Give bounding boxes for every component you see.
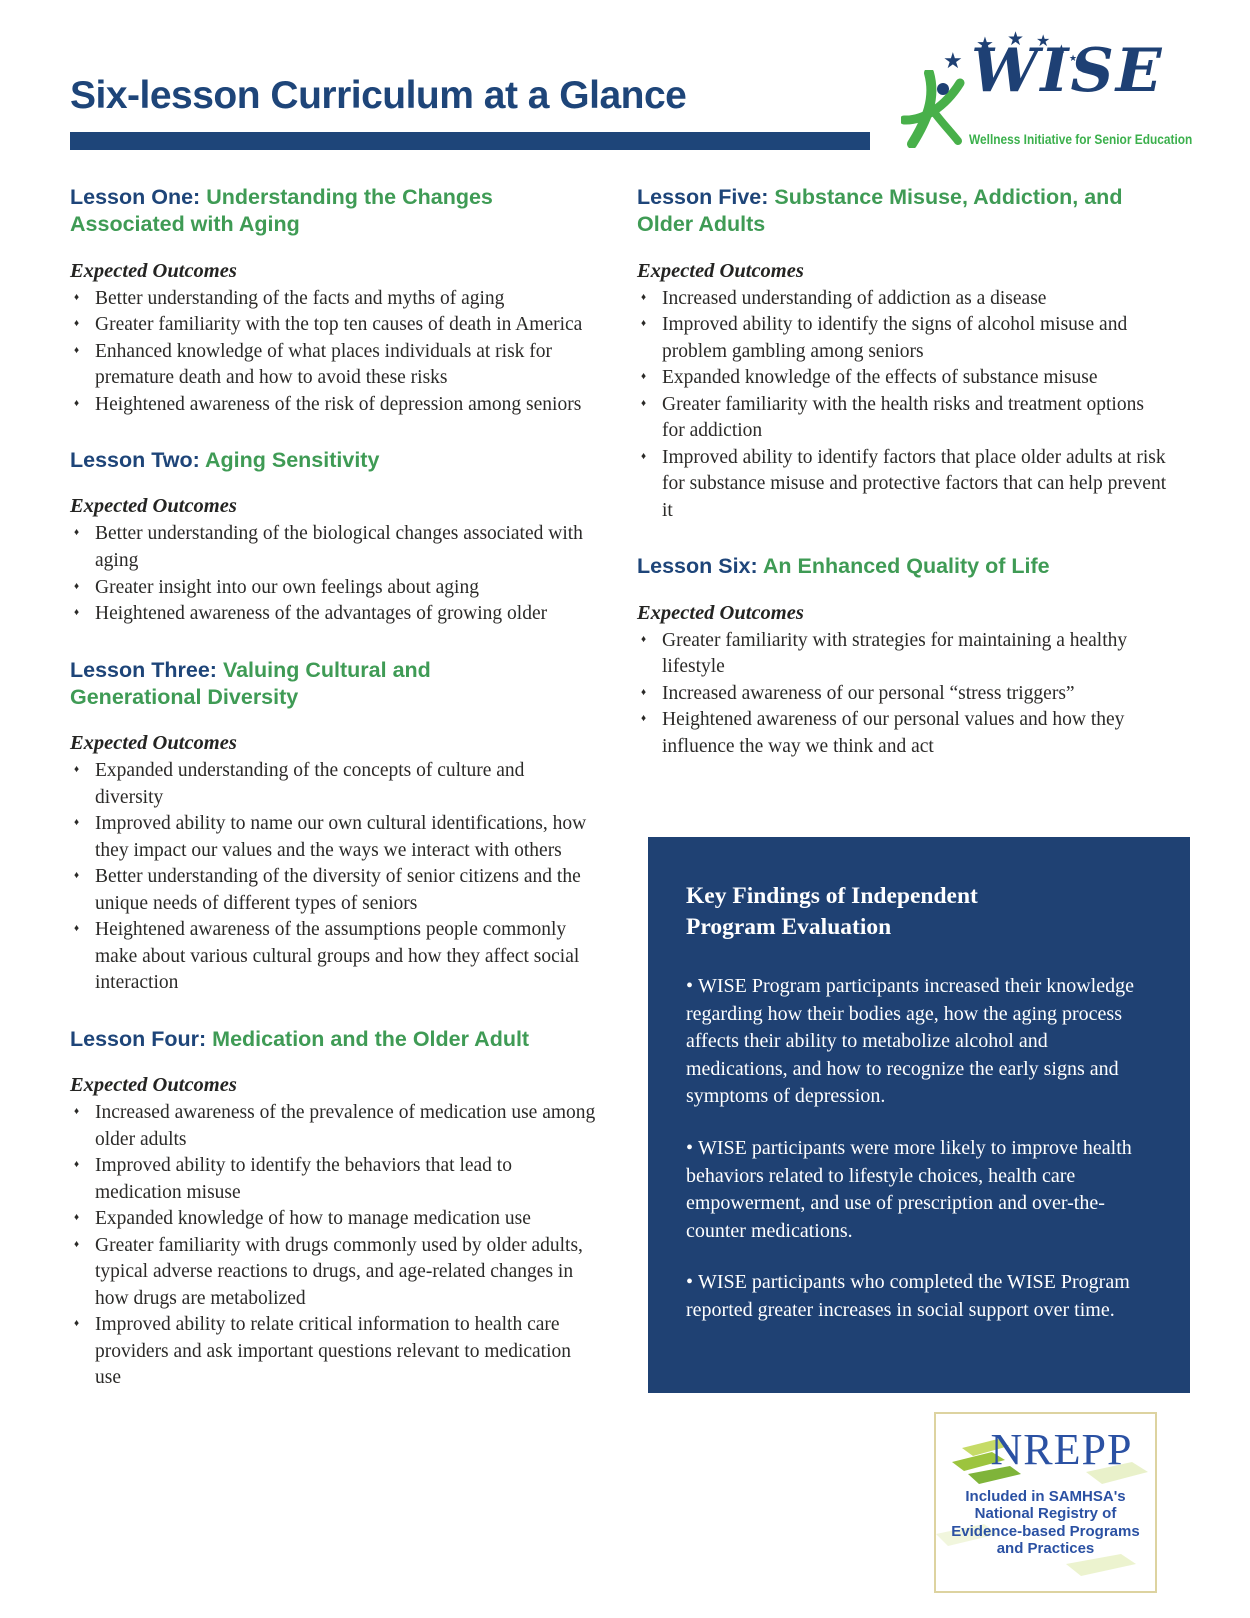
lesson-heading: [637, 553, 1167, 580]
wise-wordmark: WISE: [971, 36, 1164, 106]
lesson-title: Medication and the Older Adult: [212, 1026, 530, 1051]
outcomes-list: [637, 286, 1167, 525]
lesson-prefix: Lesson Four:: [70, 1026, 207, 1051]
expected-outcomes-heading: Expected Outcomes: [70, 732, 237, 755]
lesson-one-section: [70, 184, 597, 418]
key-findings-heading: Key Findings of Independent Program Evaluation: [686, 883, 978, 941]
lesson-heading: [70, 184, 597, 239]
wise-tagline: Wellness Initiative for Senior Education: [969, 131, 1193, 147]
left-column: [70, 184, 597, 1421]
outcome-item: ♦ Expanded knowledge of the effects of substance misuse: [637, 365, 1167, 392]
key-findings-panel: [648, 837, 1190, 1393]
title-underline-bar: [70, 132, 870, 150]
outcomes-list: [70, 286, 597, 419]
outcome-item: ♦ Greater insight into our own feelings about aging: [70, 575, 597, 602]
lesson-heading: [70, 1026, 597, 1053]
key-findings-list: [686, 973, 1152, 1325]
lesson-three-section: [70, 657, 597, 997]
lesson-heading: [70, 657, 545, 712]
lesson-prefix: Lesson Six:: [637, 554, 758, 579]
outcome-item: ♦ Heightened awareness of the assumptions people commonly make about various cultural groups and how they affect social interaction: [70, 917, 597, 997]
outcome-item: ♦ Expanded understanding of the concepts of culture and diversity: [70, 758, 597, 811]
outcome-item: ♦ Enhanced knowledge of what places individuals at risk for premature death and how to avoid these risks: [70, 339, 597, 392]
key-finding-item: • WISE participants were more likely to improve health behaviors related to lifestyle choices, health care empowerment, and use of prescription and over-the-counter medications.: [686, 1135, 1152, 1245]
lesson-two-section: [70, 447, 597, 627]
outcome-item: ♦ Expanded knowledge of how to manage medication use: [70, 1206, 597, 1233]
expected-outcomes-heading: Expected Outcomes: [70, 259, 237, 282]
page-title: Six-lesson Curriculum at a Glance: [70, 74, 687, 117]
outcome-item: ♦ Heightened awareness of our personal values and how they influence the way we think and act: [637, 707, 1167, 760]
lesson-six-section: [637, 553, 1167, 760]
outcomes-list: [637, 628, 1167, 761]
nrepp-caption: Included in SAMHSA's National Registry of Evidence-based Programs and Practices: [951, 1488, 1140, 1558]
star-icon: [943, 50, 963, 72]
expected-outcomes-heading: Expected Outcomes: [637, 601, 804, 624]
outcome-item: ♦ Greater familiarity with the health risks and treatment options for addiction: [637, 392, 1167, 445]
outcome-item: ♦ Better understanding of the facts and myths of aging: [70, 286, 597, 313]
outcome-item: ♦ Heightened awareness of the advantages of growing older: [70, 601, 597, 628]
outcome-item: ♦ Better understanding of the biological changes associated with aging: [70, 521, 597, 574]
outcome-item: ♦ Increased understanding of addiction as a disease: [637, 286, 1167, 313]
outcome-item: ♦ Improved ability to identify factors that place older adults at risk for substance misuse and protective factors that can help prevent it: [637, 445, 1167, 525]
outcome-item: ♦ Greater familiarity with strategies for maintaining a healthy lifestyle: [637, 628, 1167, 681]
key-finding-item: • WISE Program participants increased their knowledge regarding how their bodies age, how the aging process affects their ability to metabolize alcohol and medications, and how to recognize the early signs and symptoms of depression.: [686, 973, 1152, 1111]
lesson-title: Aging Sensitivity: [205, 448, 380, 473]
outcome-item: ♦ Better understanding of the diversity of senior citizens and the unique needs of different types of seniors: [70, 864, 597, 917]
expected-outcomes-heading: Expected Outcomes: [637, 259, 804, 282]
right-column: [637, 184, 1167, 789]
lesson-heading: [70, 447, 597, 474]
outcome-item: ♦ Improved ability to identify the signs of alcohol misuse and problem gambling among seniors: [637, 312, 1167, 365]
wise-logo: [885, 30, 1195, 158]
lesson-title: Valuing Cultural and Generational Diversity: [70, 657, 431, 709]
lesson-prefix: Lesson Five:: [637, 185, 769, 209]
outcome-item: ♦ Improved ability to identify the behaviors that lead to medication misuse: [70, 1153, 597, 1206]
lesson-prefix: Lesson Three:: [70, 657, 217, 682]
wise-person-icon: [901, 70, 965, 153]
outcome-item: ♦ Heightened awareness of the risk of depression among seniors: [70, 392, 597, 419]
outcomes-list: [70, 758, 597, 997]
outcome-item: ♦ Increased awareness of the prevalence of medication use among older adults: [70, 1100, 597, 1153]
lesson-heading: [637, 184, 1167, 239]
lesson-four-section: [70, 1026, 597, 1392]
expected-outcomes-heading: Expected Outcomes: [70, 495, 237, 518]
nrepp-wordmark: NREPP: [990, 1425, 1133, 1474]
key-finding-item: • WISE participants who completed the WISE Program reported greater increases in social support over time.: [686, 1269, 1152, 1324]
expected-outcomes-heading: Expected Outcomes: [70, 1074, 237, 1097]
outcome-item: ♦ Increased awareness of our personal “stress triggers”: [637, 681, 1167, 708]
nrepp-badge: [934, 1412, 1157, 1593]
lesson-title: An Enhanced Quality of Life: [762, 554, 1050, 579]
outcomes-list: [70, 521, 597, 627]
outcome-item: ♦ Greater familiarity with drugs commonly used by older adults, typical adverse reactions to drugs, and age-related changes in how drugs are metabolized: [70, 1233, 597, 1313]
lesson-title: Understanding the Changes Associated with Aging: [70, 185, 493, 237]
lesson-five-section: [637, 184, 1167, 524]
outcome-item: ♦ Greater familiarity with the top ten causes of death in America: [70, 312, 597, 339]
outcomes-list: [70, 1100, 597, 1392]
outcome-item: ♦ Improved ability to relate critical information to health care providers and ask important questions relevant to medication use: [70, 1312, 597, 1392]
outcome-item: ♦ Improved ability to name our own cultural identifications, how they impact our values and the ways we interact with others: [70, 811, 597, 864]
lesson-title: Substance Misuse, Addiction, and Older Adults: [637, 185, 1123, 237]
lesson-prefix: Lesson Two:: [70, 448, 200, 473]
lesson-prefix: Lesson One:: [70, 185, 201, 209]
